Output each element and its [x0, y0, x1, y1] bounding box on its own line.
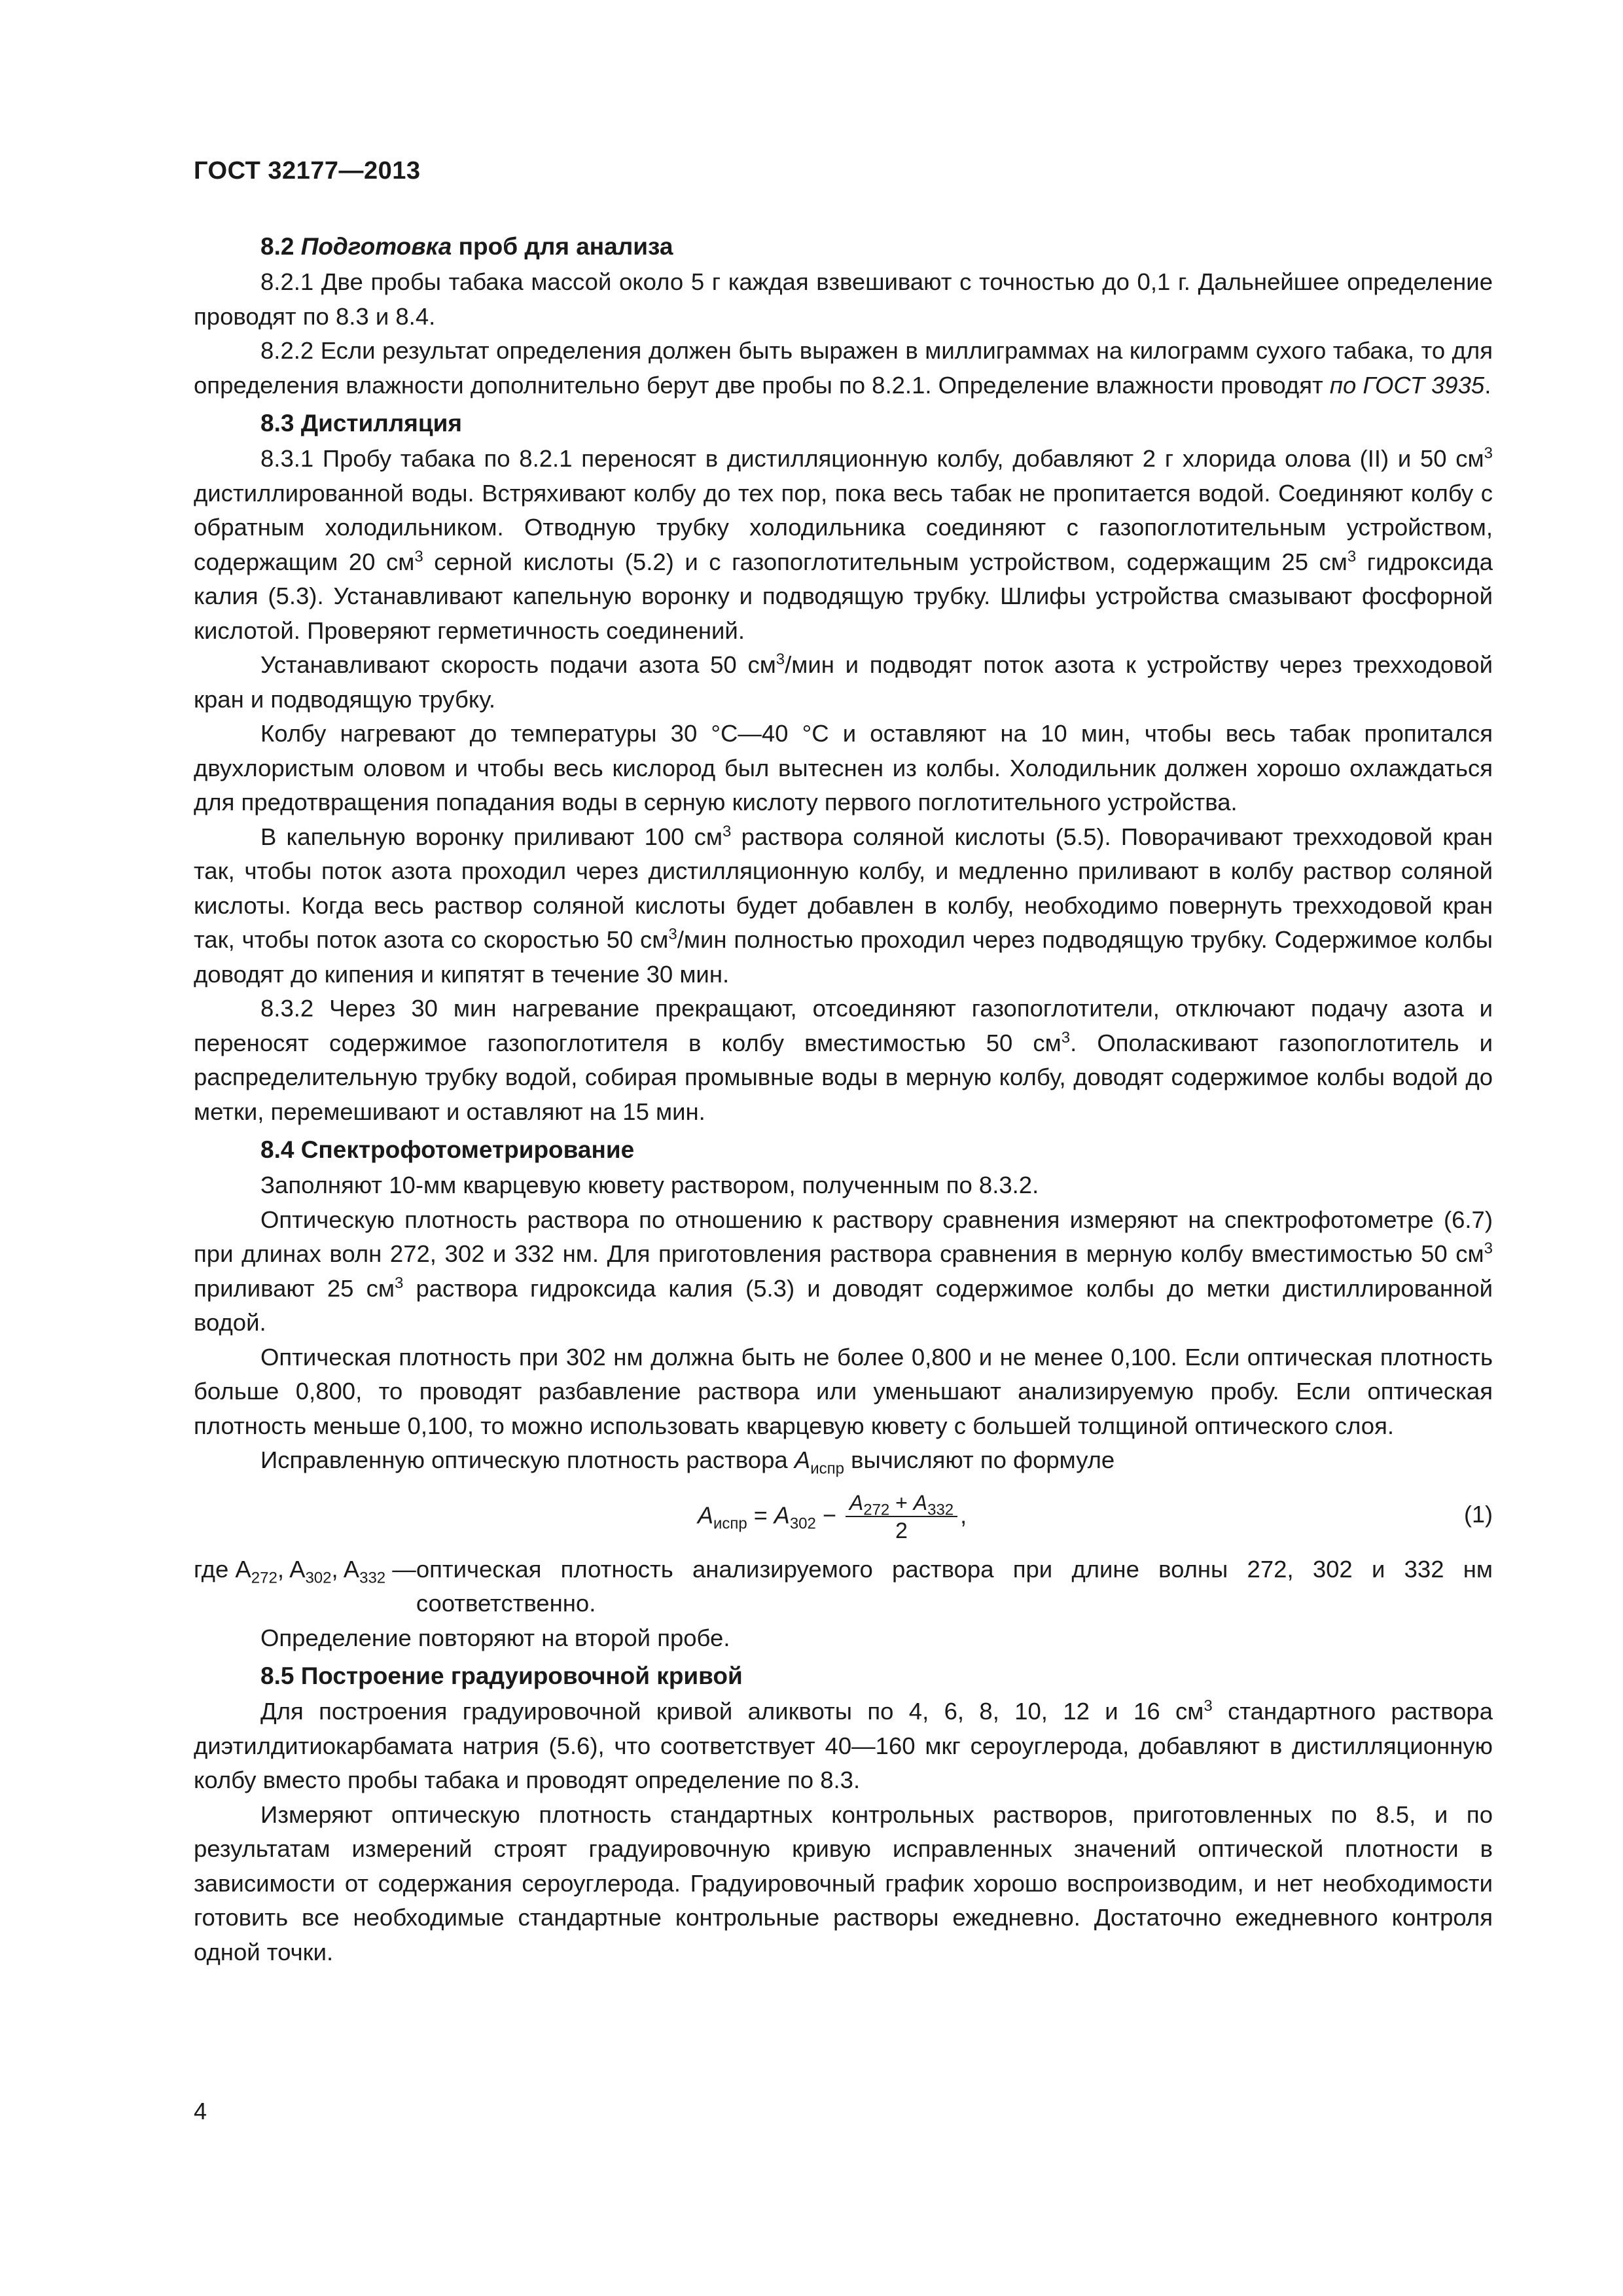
formula-1: $A_{испр} = A_{302}$ − $\frac{A_{272} + A_{332}}{2}$ , [698, 1490, 967, 1543]
paragraph: 8.2.2 Если результат определения должен быть выражен в миллиграммах на килограмм сухого табака, то для определения влажности дополнительно берут две пробы по 8.2.1. Определение влажности проводят по ГОСТ 3935. [194, 337, 1493, 399]
formula-legend: где $A_{272}$, $A_{302}$, $A_{332}$ — оптическая плотность анализируемого раствора при длине волны 272, 302 и 332 нм соответственно. [194, 1555, 1493, 1617]
paragraph: Устанавливают скорость подачи азота 50 $см^3$/мин и подводят поток азота к устройству через трехходовой кран и подводящую трубку. [194, 650, 1493, 713]
equation-number: (1) [1464, 1500, 1493, 1528]
section-8-4-heading: 8.4 Спектрофотометрирование [260, 1136, 635, 1163]
section-8-5-heading: 8.5 Построение градуировочной кривой [260, 1662, 743, 1689]
fraction: $\frac{A_{272} + A_{332}}{2}$ [846, 1490, 957, 1545]
standard-reference: по ГОСТ 3935 [1329, 371, 1485, 399]
section-8-2-heading: 8.2 Подготовка проб для анализа [260, 233, 673, 260]
paragraph: Колбу нагревают до температуры 30 °С—40 °С и оставляют на 10 мин, чтобы весь табак пропитался двухлористым оловом и чтобы весь кислород был вытеснен из колбы. Холодильник должен хорошо охлаждаться для предотвращения попадания воды в серную кислоту первого поглотительного устройства. [194, 720, 1493, 816]
paragraph: 8.3.2 Через 30 мин нагревание прекращают, отсоединяют газопоглотители, отключают подачу азота и переносят содержимое газопоглотителя в колбу вместимостью 50 $см^3$. Ополаскивают газопоглотитель и распределительную трубку водой, собирая промывные воды в мерную колбу, доводят содержимое колбы водой до метки, перемешивают и оставляют на 15 мин. [194, 995, 1493, 1125]
paragraph: Оптическую плотность раствора по отношению к раствору сравнения измеряют на спектрофотометре (6.7) при длинах волн 272, 302 и 332 нм. Для приготовления раствора сравнения в мерную колбу вместимостью 50 $см^3$ приливают 25 $см^3$ раствора гидроксида калия (5.3) и доводят содержимое колбы до метки дистиллированной водой. [194, 1206, 1493, 1336]
paragraph: Оптическая плотность при 302 нм должна быть не более 0,800 и не менее 0,100. Если оптическая плотность больше 0,800, то проводят разбавление раствора или уменьшают анализируемую пробу. Если оптическая плотность меньше 0,100, то можно использовать кварцевую кювету с большей толщиной оптического слоя. [194, 1343, 1493, 1439]
paragraph: 8.3.1 Пробу табака по 8.2.1 переносят в дистилляционную колбу, добавляют 2 г хлорида олова (II) и 50 $см^3$ дистиллированной воды. Встряхивают колбу до тех пор, пока весь табак не пропитается водой. Соединяют колбу с обратным холодильником. Отводную трубку холодильника соединяют с газопоглотительным устройством, содержащим 20 $см^3$ серной кислоты (5.2) и с газопоглотительным устройством, содержащим 25 $см^3$ гидроксида калия (5.3). Устанавливают капельную воронку и подводящую трубку. Шлифы устройства смазывают фосфорной кислотой. Проверяют герметичность соединений. [194, 444, 1493, 644]
paragraph: Определение повторяют на второй пробе. [260, 1624, 730, 1651]
paragraph: Заполняют 10-мм кварцевую кювету раствором, полученным по 8.3.2. [260, 1172, 1039, 1198]
formula-block [194, 1480, 1493, 1549]
paragraph: Для построения градуировочной кривой аликвоты по 4, 6, 8, 10, 12 и 16 $см^3$ стандартного раствора диэтилдитиокарбамата натрия (5.6), что соответствует 40—160 мкг сероуглерода, добавляют в дистилляционную колбу вместо пробы табака и проводят определение по 8.3. [194, 1696, 1493, 1793]
paragraph: Измеряют оптическую плотность стандартных контрольных растворов, приготовленных по 8.5, и по результатам измерений строят градуировочную кривую исправленных значений оптической плотности в зависимости от содержания сероуглерода. Градуировочный график хорошо воспроизводим, и нет необходимости готовить все необходимые стандартные контрольные растворы ежедневно. Достаточно ежедневного контроля одной точки. [194, 1801, 1493, 1965]
section-8-3-heading: 8.3 Дистилляция [260, 410, 462, 437]
paragraph: Исправленную оптическую плотность раствора $A_{испр}$ вычисляют по формуле [260, 1446, 1115, 1478]
document-header: ГОСТ 32177—2013 [194, 157, 421, 185]
paragraph: 8.2.1 Две пробы табака массой около 5 г каждая взвешивают с точностью до 0,1 г. Дальнейшее определение проводят по 8.3 и 8.4. [194, 268, 1493, 330]
body-text [194, 226, 1493, 1969]
page-number: 4 [194, 2098, 207, 2125]
paragraph: В капельную воронку приливают 100 $см^3$ раствора соляной кислоты (5.5). Поворачивают трехходовой кран так, чтобы поток азота проходил через дистилляционную колбу, и медленно приливают в колбу раствор соляной кислоты. Когда весь раствор соляной кислоты будет добавлен в колбу, необходимо повернуть трехходовой кран так, чтобы поток азота со скоростью 50 $см^3$/мин полностью проходил через подводящую трубку. Содержимое колбы доводят до кипения и кипятят в течение 30 мин. [194, 822, 1493, 988]
